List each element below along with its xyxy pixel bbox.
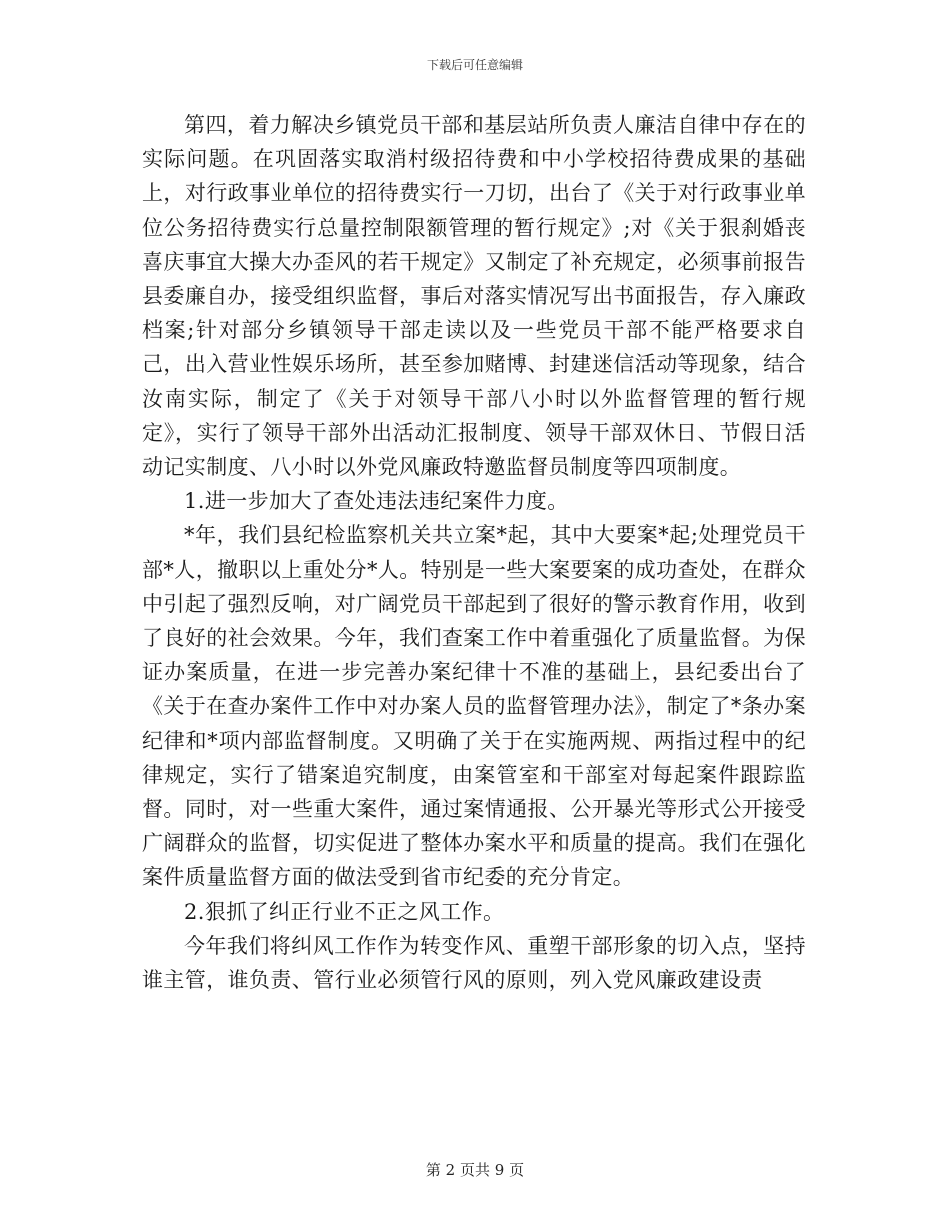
paragraph-fourth-point: 第四，着力解决乡镇党员干部和基层站所负责人廉洁自律中存在的实际问题。在巩固落实取消村级招待费和中小学校招待费成果的基础上，对行政事业单位的招待费实行一刀切，出台了《关于对行政事业单位公务招待费实行总量控制限额管理的暂行规定》;对《关于狠刹婚丧喜庆事宜大操大办歪风的若干规定》又制定了补充规定，必须事前报告县委廉自办，接受组织监督，事后对落实情况写出书面报告，存入廉政档案;针对部分乡镇领导干部走读以及一些党员干部不能严格要求自己，出入营业性娱乐场所，甚至参加赌博、封建迷信活动等现象，结合汝南实际，制定了《关于对领导干部八小时以外监督管理的暂行规定》，实行了领导干部外出活动汇报制度、领导干部双休日、节假日活动记实制度、八小时以外党风廉政特邀监督员制度等四项制度。: [142, 113, 806, 480]
paragraph-case-handling: *年，我们县纪检监察机关共立案*起，其中大要案*起;处理党员干部*人，撤职以上重处分*人。特别是一些大案要案的成功查处，在群众中引起了强烈反响，对广阔党员干部起到了很好的警示教育作用，收到了良好的社会效果。今年，我们查案工作中着重强化了质量监督。为保证办案质量，在进一步完善办案纪律十不准的基础上，县纪委出台了《关于在查办案件工作中对办案人员的监督管理办法》，制定了*条办案纪律和*项内部监督制度。又明确了关于在实施两规、两指过程中的纪律规定，实行了错案追究制度，由案管室和干部室对每起案件跟踪监督。同时，对一些重大案件，通过案情通报、公开暴光等形式公开接受广阔群众的监督，切实促进了整体办案水平和质量的提高。我们在强化案件质量监督方面的做法受到省市纪委的充分肯定。: [142, 523, 806, 890]
paragraph-industry-style: 今年我们将纠风工作作为转变作风、重塑干部形象的切入点，坚持谁主管，谁负责、管行业必须管行风的原则，列入党风廉政建设责: [142, 933, 806, 993]
document-body: [142, 108, 806, 997]
paragraph-heading-1: 1.进一步加大了查处违法违纪案件力度。: [184, 489, 569, 514]
paragraph-heading-2: 2.狠抓了纠正行业不正之风工作。: [184, 899, 505, 924]
page-header-note: 下载后可任意编辑: [426, 58, 523, 72]
page-footer-number: 第 2 页共 9 页: [425, 1161, 525, 1179]
